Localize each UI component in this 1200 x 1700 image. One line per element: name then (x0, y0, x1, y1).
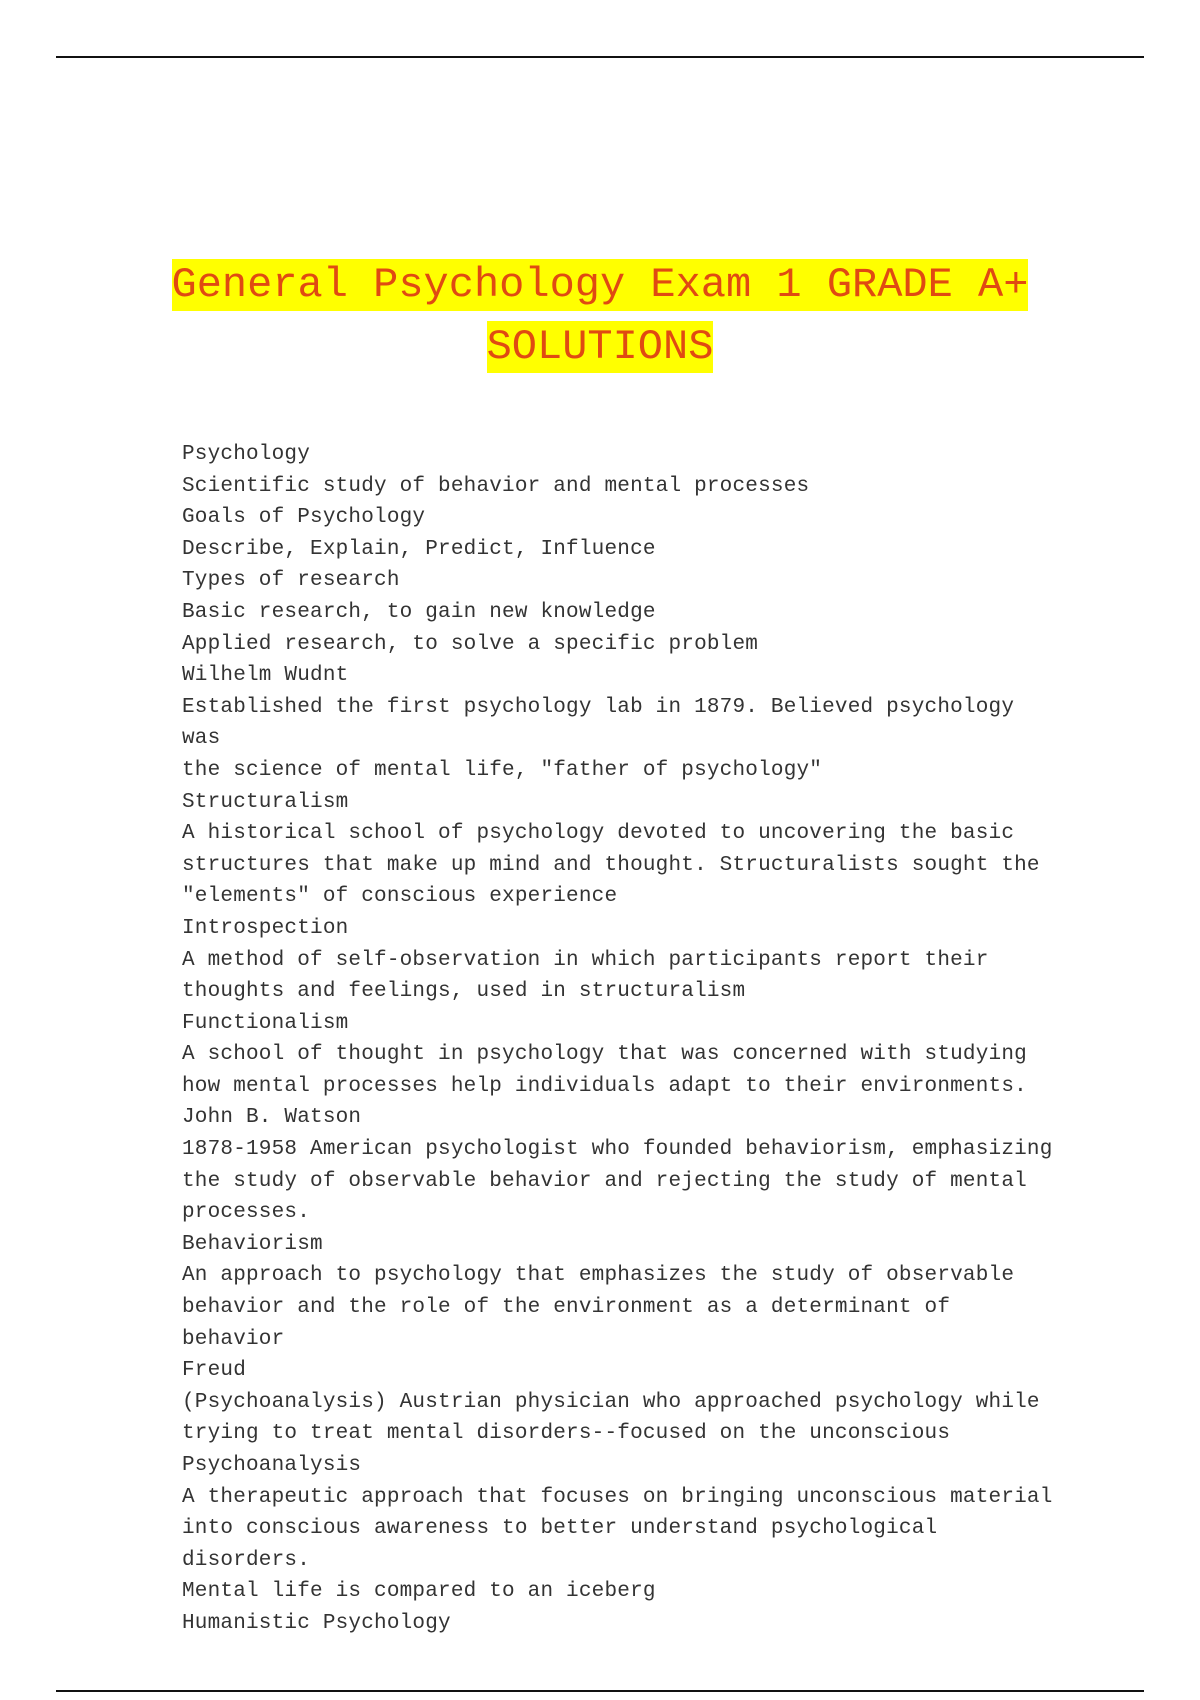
definition: Scientific study of behavior and mental processes (182, 474, 810, 498)
definition: A method of self-observation in which participants report their thoughts and feelings, used in structuralism (182, 948, 989, 1004)
definition: Established the first psychology lab in 1879. Believed psychology was the science of mental life, "father of psychology" (182, 695, 1015, 782)
term: Goals of Psychology (182, 506, 426, 530)
term: Structuralism (182, 790, 349, 814)
definition: Describe, Explain, Predict, Influence (182, 537, 656, 561)
term: Wilhelm Wudnt (182, 664, 349, 688)
flashcard-entry (182, 565, 1062, 660)
flashcard-entry (182, 502, 1062, 565)
term: Behaviorism (182, 1232, 323, 1256)
term: Humanistic Psychology (182, 1611, 451, 1635)
term: John B. Watson (182, 1106, 362, 1130)
definition: A school of thought in psychology that was concerned with studying how mental processes help individuals adapt to their environments. (182, 1043, 1027, 1098)
flashcard-list (182, 439, 1062, 1640)
term: Types of research (182, 569, 400, 593)
flashcard-entry (182, 1608, 1062, 1640)
flashcard-entry (182, 913, 1062, 1008)
definition: A historical school of psychology devoted to uncovering the basic structures that make up mind and thought. Structuralists sought the "elements" of conscious experience (182, 822, 1040, 909)
flashcard-entry (182, 1450, 1062, 1608)
flashcard-entry (182, 439, 1062, 502)
definition: Basic research, to gain new knowledge Applied research, to solve a specific problem (182, 600, 759, 656)
definition: A therapeutic approach that focuses on bringing unconscious material into conscious awareness to better understand psychological disorders. Mental life is compared to an iceberg (182, 1485, 1053, 1604)
definition: (Psychoanalysis) Austrian physician who approached psychology while trying to treat mental disorders--focused on the unconscious (182, 1390, 1040, 1446)
flashcard-entry (182, 1102, 1062, 1228)
title-line-1-text: General Psychology Exam 1 GRADE A+ (171, 261, 1029, 309)
flashcard-entry (182, 1229, 1062, 1355)
bottom-rule (56, 1690, 1144, 1692)
title-line-2-text: SOLUTIONS (486, 323, 714, 371)
flashcard-entry (182, 1355, 1062, 1450)
title-line-2 (150, 316, 1050, 378)
term: Psychology (182, 443, 311, 466)
flashcard-entry (182, 660, 1062, 786)
title-line-1 (150, 254, 1050, 316)
definition: An approach to psychology that emphasizes the study of observable behavior and the role of the environment as a determinant of behavior (182, 1264, 1015, 1351)
flashcard-entry (182, 1008, 1062, 1103)
term: Freud (182, 1359, 247, 1383)
top-rule (56, 56, 1144, 58)
document-title (150, 254, 1050, 378)
definition: 1878-1958 American psychologist who founded behaviorism, emphasizing the study of observable behavior and rejecting the study of mental processes. (182, 1138, 1053, 1225)
term: Functionalism (182, 1011, 349, 1035)
term: Psychoanalysis (182, 1454, 362, 1477)
flashcard-entry (182, 787, 1062, 913)
term: Introspection (182, 916, 349, 940)
